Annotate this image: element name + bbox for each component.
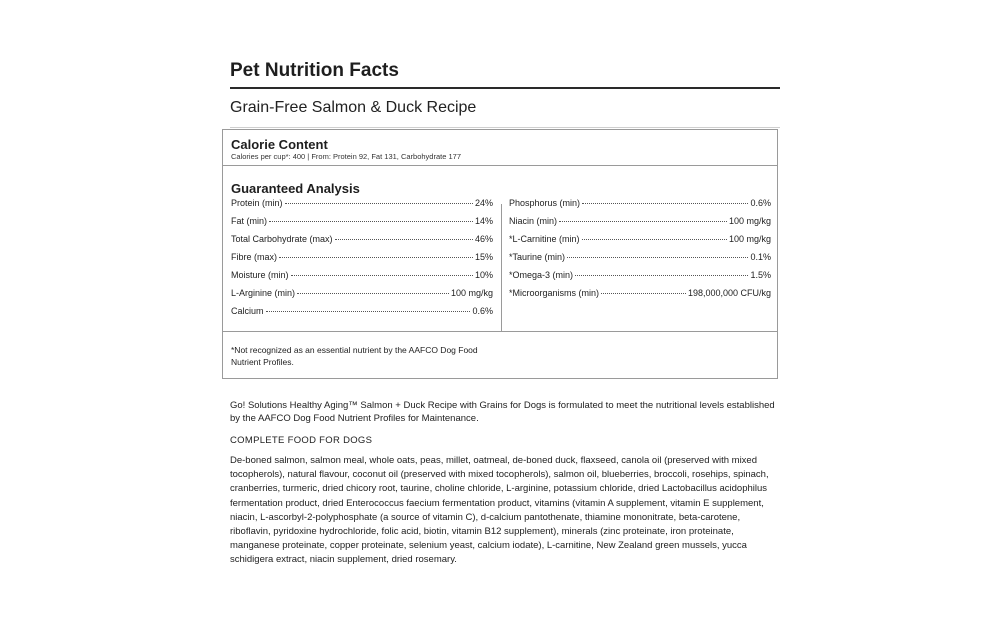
dot-leader — [269, 221, 473, 222]
analysis-value: 14% — [474, 216, 493, 226]
analysis-value: 0.6% — [472, 306, 493, 316]
analysis-label: Protein (min) — [231, 198, 283, 208]
title-rule — [230, 87, 780, 89]
analysis-label: Niacin (min) — [509, 216, 558, 226]
analysis-label: Moisture (min) — [231, 270, 289, 280]
dot-leader — [285, 203, 473, 204]
analysis-label: *L-Carnitine (min) — [509, 234, 580, 244]
analysis-value: 100 mg/kg — [728, 234, 771, 244]
column-divider — [501, 204, 502, 331]
calorie-detail: Calories per cup*: 400 | From: Protein 92, Fat 131, Carbohydrate 177 — [231, 152, 461, 161]
nutrition-label — [230, 58, 780, 566]
analysis-label: Calcium — [231, 306, 264, 316]
nutrition-panel — [222, 129, 778, 379]
analysis-label: *Microorganisms (min) — [509, 288, 600, 298]
analysis-value: 10% — [474, 270, 493, 280]
analysis-label: *Omega-3 (min) — [509, 270, 574, 280]
analysis-row — [509, 198, 771, 216]
aafco-statement: Go! Solutions Healthy Aging™ Salmon + Duck Recipe with Grains for Dogs is formulated to meet the nutritional levels established by the AAFCO Dog Food Nutrient Profiles for Maintenance. — [230, 400, 775, 424]
dot-leader — [266, 311, 471, 312]
analysis-label: Fat (min) — [231, 216, 267, 226]
calorie-title: Calorie Content — [231, 137, 328, 152]
dot-leader — [279, 257, 473, 258]
analysis-value: 0.1% — [750, 252, 771, 262]
analysis-row — [509, 270, 771, 288]
analysis-value: 1.5% — [750, 270, 771, 280]
recipe-subtitle: Grain-Free Salmon & Duck Recipe — [230, 99, 477, 116]
analysis-left-column — [231, 180, 493, 324]
analysis-label: L-Arginine (min) — [231, 288, 296, 298]
analysis-label: Total Carbohydrate (max) — [231, 234, 333, 244]
analysis-label: Fibre (max) — [231, 252, 278, 262]
analysis-row — [231, 252, 493, 270]
complete-food-heading: COMPLETE FOOD FOR DOGS — [230, 435, 373, 446]
analysis-row — [509, 234, 771, 252]
analysis-row — [231, 288, 493, 306]
ingredients-list: De-boned salmon, salmon meal, whole oats, peas, millet, oatmeal, de-boned duck, flaxseed, canola oil (preserved with mixed tocopherols), natural flavour, coconut oil (preserved with mixed tocopherols), salmon oil, blueberries, broccoli, rosehips, spinach, cranberries, turmeric, dried chicory root, taurine, choline chloride, L-arginine, potassium chloride, dried Lactobacillus acidophilus fermentation product, dried Enterococcus faecium fermentation product, vitamins (vitamin A supplement, vitamin E supplement, niacin, L-ascorbyl-2-polyphosphate (a source of vitamin C), d-calcium pantothenate, thiamine mononitrate, beta-carotene, riboflavin, pyridoxine hydrochloride, folic acid, biotin, vitamin B12 supplement), minerals (zinc proteinate, iron proteinate, manganese proteinate, copper proteinate, selenium yeast, calcium iodate), L-carnitine, New Zealand green mussels, yucca schidigera extract, niacin supplement, dried rosemary. — [230, 455, 769, 566]
dot-leader — [291, 275, 473, 276]
analysis-label: *Taurine (min) — [509, 252, 566, 262]
dot-leader — [297, 293, 449, 294]
analysis-value: 198,000,000 CFU/kg — [687, 288, 771, 298]
calorie-section — [223, 130, 777, 166]
analysis-row — [231, 306, 493, 324]
analysis-row — [231, 234, 493, 252]
subtitle-rule — [230, 127, 780, 128]
dot-leader — [335, 239, 473, 240]
dot-leader — [582, 203, 748, 204]
analysis-row — [509, 252, 771, 270]
analysis-title: Guaranteed Analysis — [231, 181, 360, 196]
dot-leader — [567, 257, 748, 258]
dot-leader — [582, 239, 727, 240]
analysis-right-column — [509, 198, 771, 306]
analysis-row — [231, 216, 493, 234]
analysis-value: 15% — [474, 252, 493, 262]
analysis-value: 100 mg/kg — [728, 216, 771, 226]
analysis-row — [231, 270, 493, 288]
analysis-row — [509, 288, 771, 306]
dot-leader — [601, 293, 686, 294]
footnote: *Not recognized as an essential nutrient by the AAFCO Dog Food Nutrient Profiles. — [231, 345, 478, 367]
guaranteed-analysis-section — [223, 166, 777, 332]
analysis-value: 100 mg/kg — [450, 288, 493, 298]
analysis-label: Phosphorus (min) — [509, 198, 581, 208]
dot-leader — [575, 275, 748, 276]
analysis-value: 0.6% — [750, 198, 771, 208]
analysis-value: 24% — [474, 198, 493, 208]
analysis-value: 46% — [474, 234, 493, 244]
dot-leader — [559, 221, 727, 222]
analysis-row — [231, 198, 493, 216]
page-title: Pet Nutrition Facts — [230, 60, 399, 81]
analysis-row — [509, 216, 771, 234]
